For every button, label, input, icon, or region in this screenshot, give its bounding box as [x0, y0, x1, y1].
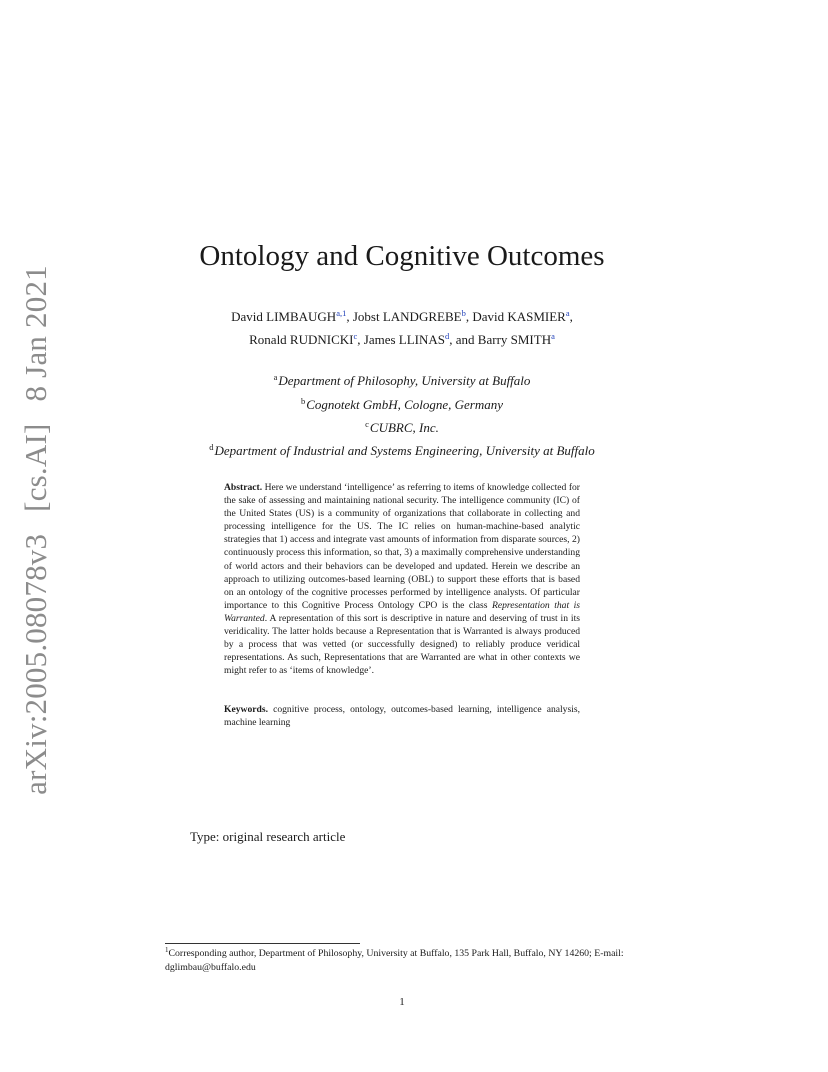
- keywords-text: cognitive process, ontology, outcomes-based learning, intelligence analysis, machine learning: [224, 704, 581, 729]
- author-affiliation-mark[interactable]: b: [461, 308, 466, 318]
- article-type: Type: original research article: [190, 829, 346, 844]
- author-affiliation-mark[interactable]: a: [565, 308, 570, 318]
- footnote-divider: [165, 943, 360, 944]
- footnote-mark: 1: [165, 946, 169, 954]
- affiliation-c: $^c$CUBRC, Inc.: [365, 419, 439, 435]
- abstract-text: Here we understand ‘intelligence’ as referring to items of knowledge collected for the sake of assessing and maintaining national security. The intelligence community (IC) of the United States (US) is a community of organizations that collaborate in collecting and processing intelligence for the US. The IC relies on human-machine-based analytic strategies that 1) access and integrate vast amounts of information from disparate sources, 2) continuously process this information, so that, 3) a maximally comprehensive understanding of world actors and their behaviors can be developed and updated. Herein we describe an approach to utilizing outcomes-based learning (OBL) to support these efforts that is based on an ontology of the cognitive processes performed by intelligence analysts. Of particular importance to this Cognitive Process Ontology CPO is the class: [224, 482, 581, 611]
- author-name: James LLINAS: [363, 332, 446, 347]
- author-name: Barry SMITH: [477, 332, 552, 347]
- affiliation-a: $^a$Department of Philosophy, University at Buffalo: [273, 372, 531, 388]
- abstract-text-end: . A representation of this sort is descriptive in nature and deserving of trust in its veridicality. The latter holds because a Representation that is Warranted is always produced by a process that was vetted (or successfully designed) to reliably produce veridical representations. As such, Representations that are Warranted are what in other contexts we might refer to as ‘items of knowledge’.: [224, 612, 580, 677]
- author-affiliation-mark[interactable]: c: [353, 331, 358, 341]
- author-name: David LIMBAUGH: [231, 309, 337, 324]
- abstract: [224, 481, 580, 677]
- author-affiliation-mark[interactable]: a: [551, 331, 555, 341]
- author-name: David KASMIER: [472, 309, 566, 324]
- author-line-1: David LIMBAUGH$^{a,1}$, Jobst LANDGREBE$^b$, David KASMIER$^a$,: [231, 308, 573, 324]
- author-affiliation-mark[interactable]: d: [445, 331, 450, 341]
- arxiv-id: arXiv:2005.08078v3: [18, 533, 53, 795]
- abstract-emphasis: Representation that is Warranted: [224, 599, 580, 624]
- arxiv-category: [cs.AI]: [18, 423, 53, 512]
- footnote-text: Corresponding author, Department of Philosophy, University at Buffalo, 135 Park Hall, Buffalo, NY 14260; E-mail: dglimbau@buffalo.edu: [165, 948, 624, 973]
- arxiv-date: 8 Jan 2021: [18, 265, 53, 402]
- affiliation-b: $^b$Cognotekt GmbH, Cologne, Germany: [300, 396, 504, 412]
- author-affiliation-mark[interactable]: a,1: [336, 308, 347, 318]
- author-name: Ronald RUDNICKI: [249, 332, 354, 347]
- keywords: [224, 703, 580, 729]
- author-line-2: Ronald RUDNICKI$^c$, James LLINAS$^d$, and Barry SMITH$^a$: [249, 331, 555, 347]
- author-name: Jobst LANDGREBE: [352, 309, 462, 324]
- footnote: [165, 947, 645, 974]
- paper-title: Ontology and Cognitive Outcomes: [199, 240, 605, 272]
- abstract-heading: Abstract.: [224, 482, 263, 493]
- keywords-heading: Keywords.: [224, 704, 268, 715]
- affiliation-d: $^d$Department of Industrial and Systems Engineering, University at Buffalo: [209, 442, 595, 458]
- page-number: 1: [399, 996, 405, 1008]
